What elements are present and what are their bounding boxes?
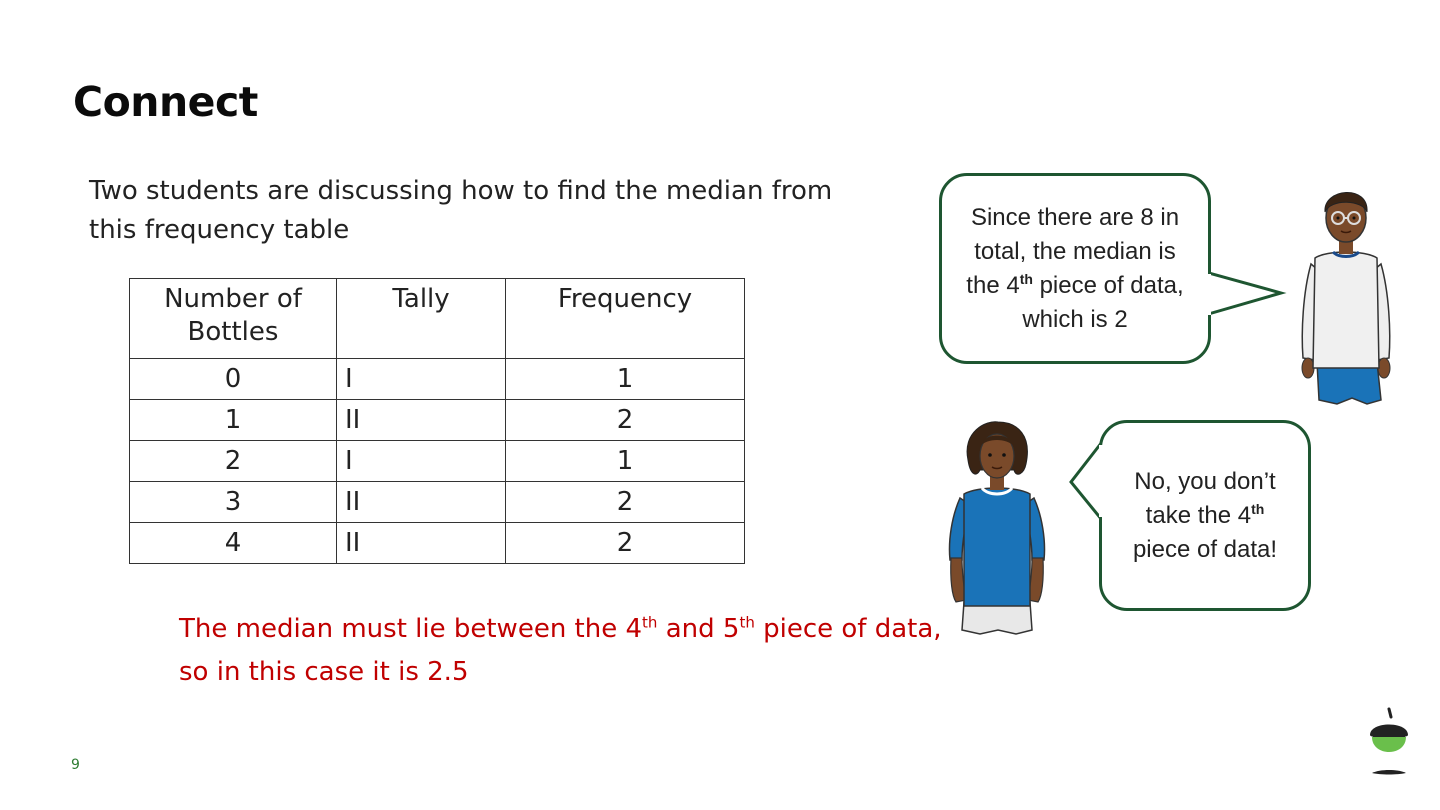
cell-tally: I [345,364,353,394]
table-row [130,482,745,523]
intro-text: Two students are discussing how to find the median from this frequency table [89,176,833,245]
cell-tally: II [345,487,361,517]
speech-bubble-bottom: No, you don’t take the 4th piece of data! [1099,420,1311,611]
table-row [130,400,745,441]
cell-frequency: 2 [506,482,745,523]
median-answer: The median must lie between the 4th and 5th piece of data, so in this case it is 2.5 [179,613,942,687]
cell-value: 3 [130,482,337,523]
cell-frequency: 2 [506,523,745,564]
cell-value: 0 [130,359,337,400]
cell-tally: II [345,528,361,558]
acorn-logo-icon [1366,707,1412,777]
girl-in-blue-illustration [946,420,1048,636]
cell-tally: I [345,446,353,476]
slide-title: Connect [73,78,258,126]
frequency-table [129,278,745,564]
cell-frequency: 2 [506,400,745,441]
header-tally: Tally [337,279,506,359]
header-frequency: Frequency [506,279,745,359]
bubble-top-seam [1206,274,1211,315]
header-number-of-bottles: Number of Bottles [130,279,337,359]
cell-frequency: 1 [506,359,745,400]
bubble-top-tail [1205,270,1287,320]
table-row [130,523,745,564]
speech-bubble-top: Since there are 8 in total, the median is the 4th piece of data, which is 2 [939,173,1211,364]
page-number: 9 [71,757,80,773]
cell-tally: II [345,405,361,435]
cell-frequency: 1 [506,441,745,482]
cell-value: 4 [130,523,337,564]
boy-with-glasses-illustration [1297,182,1395,408]
table-row [130,359,745,400]
bubble-bottom-seam [1099,445,1104,517]
table-header-row [130,279,745,359]
cell-value: 1 [130,400,337,441]
table-row [130,441,745,482]
cell-value: 2 [130,441,337,482]
